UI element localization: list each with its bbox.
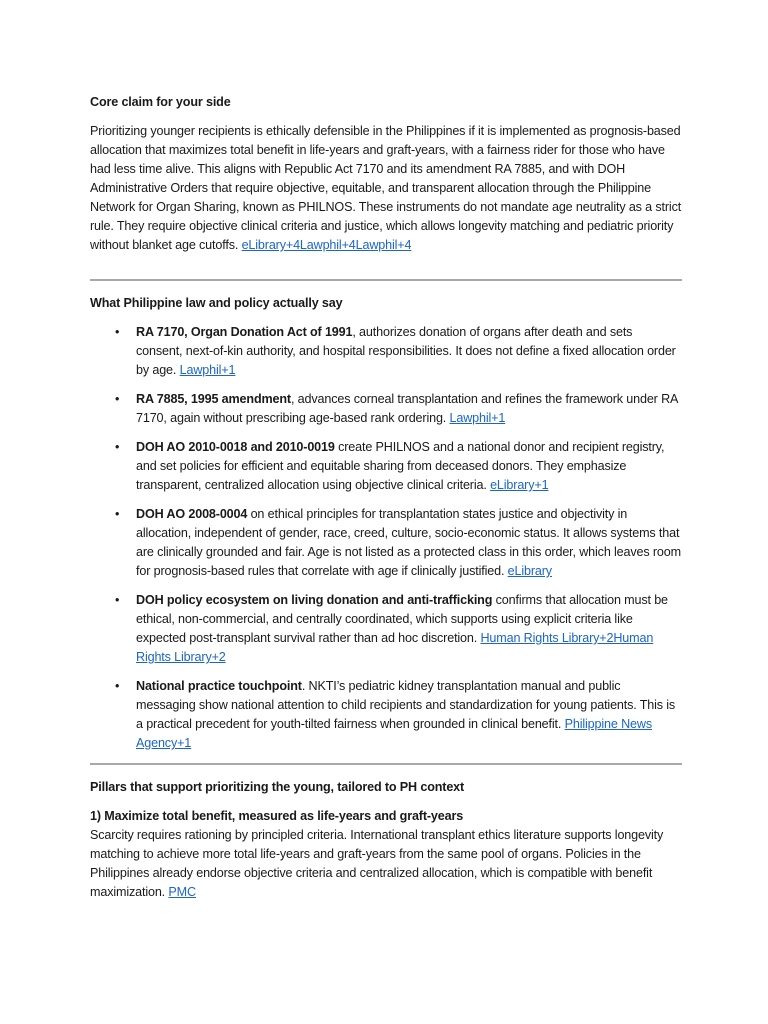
core-claim-paragraph: [90, 122, 682, 255]
list-item: [90, 591, 682, 667]
section-heading-core-claim: Core claim for your side: [90, 95, 231, 109]
item-title: National practice touchpoint: [136, 679, 302, 693]
bullet-icon: •: [115, 507, 120, 521]
section-heading-pillars: Pillars that support prioritizing the young, tailored to PH context: [90, 780, 465, 794]
pillar-subheading: 1) Maximize total benefit, measured as life-years and graft-years: [90, 809, 464, 823]
citation-link[interactable]: Lawphil+1: [179, 363, 236, 377]
item-title: RA 7885, 1995 amendment: [136, 392, 291, 406]
section-heading-law-policy: What Philippine law and policy actually say: [90, 296, 343, 310]
citation-link[interactable]: Philippine News Agency+1: [136, 717, 652, 750]
divider: [90, 763, 682, 765]
item-text: confirms that allocation must be ethical, non-commercial, and centrally coordinated, which supports using explicit criteria like expected post-transplant survival rather than ad hoc discretion.: [136, 593, 668, 645]
pillar-paragraph: [90, 826, 682, 902]
list-item: [90, 390, 682, 428]
item-text: , advances corneal transplantation and refines the framework under RA 7170, again without prescribing age-based rank ordering.: [136, 392, 678, 425]
list-item: [90, 677, 682, 753]
list-item: [90, 505, 682, 581]
bullet-icon: •: [115, 440, 120, 454]
bullet-icon: •: [115, 593, 120, 607]
citation-link[interactable]: eLibrary+4Lawphil+4Lawphil+4: [241, 238, 412, 252]
item-title: RA 7170, Organ Donation Act of 1991: [136, 325, 353, 339]
item-text: on ethical principles for transplantation states justice and objectivity in allocation, independent of gender, race, creed, culture, socio-economic status. It allows systems that are clinically grounded and fair. Age is not listed as a protected class in this order, which leaves room for prognosis-based rules that correlate with age if clinically justified.: [136, 507, 681, 578]
item-text: , authorizes donation of organs after death and sets consent, next-of-kin authority, and hospital responsibilities. It does not define a fixed allocation order by age.: [136, 325, 676, 377]
citation-link[interactable]: eLibrary+1: [490, 478, 549, 492]
citation-link[interactable]: eLibrary: [507, 564, 552, 578]
item-text: create PHILNOS and a national donor and recipient registry, and set policies for efficient and equitable sharing from deceased donors. They emphasize transparent, centralized allocation using objective clinical criteria.: [136, 440, 665, 492]
citation-link[interactable]: Human Rights Library+2Human Rights Library+2: [136, 631, 654, 664]
law-policy-list: [90, 323, 682, 753]
bullet-icon: •: [115, 679, 120, 693]
document: [90, 93, 682, 902]
citation-link[interactable]: PMC: [168, 885, 196, 899]
item-text: . NKTI’s pediatric kidney transplantation manual and public messaging show national attention to child recipients and standardization for young patients. This is a practical precedent for youth-tilted fairness when grounded in clinical benefit.: [136, 679, 676, 731]
item-title: DOH policy ecosystem on living donation and anti-trafficking: [136, 593, 493, 607]
divider: [90, 279, 682, 281]
citation-link[interactable]: Lawphil+1: [449, 411, 506, 425]
item-title: DOH AO 2008-0004: [136, 507, 248, 521]
list-item: [90, 323, 682, 380]
list-item: [90, 438, 682, 495]
item-title: DOH AO 2010-0018 and 2010-0019: [136, 440, 335, 454]
bullet-icon: •: [115, 325, 120, 339]
paragraph-text: Prioritizing younger recipients is ethically defensible in the Philippines if it is implemented as prognosis-based allocation that maximizes total benefit in life-years and graft-years, with a fairness rider for those who have had less time alive. This aligns with Republic Act 7170 and its amendment RA 7885, and with DOH Administrative Orders that require objective, equitable, and transparent allocation through the Philippine Network for Organ Sharing, known as PHILNOS. These instruments do not mandate age neutrality as a strict rule. They require objective clinical criteria and justice, which allows longevity matching and pediatric priority without blanket age cutoffs.: [90, 124, 682, 252]
paragraph-text: Scarcity requires rationing by principled criteria. International transplant ethics literature supports longevity matching to achieve more total life-years and graft-years from the same pool of organs. Policies in the Philippines already endorse objective criteria and centralized allocation, which is compatible with benefit maximization.: [90, 828, 664, 899]
bullet-icon: •: [115, 392, 120, 406]
